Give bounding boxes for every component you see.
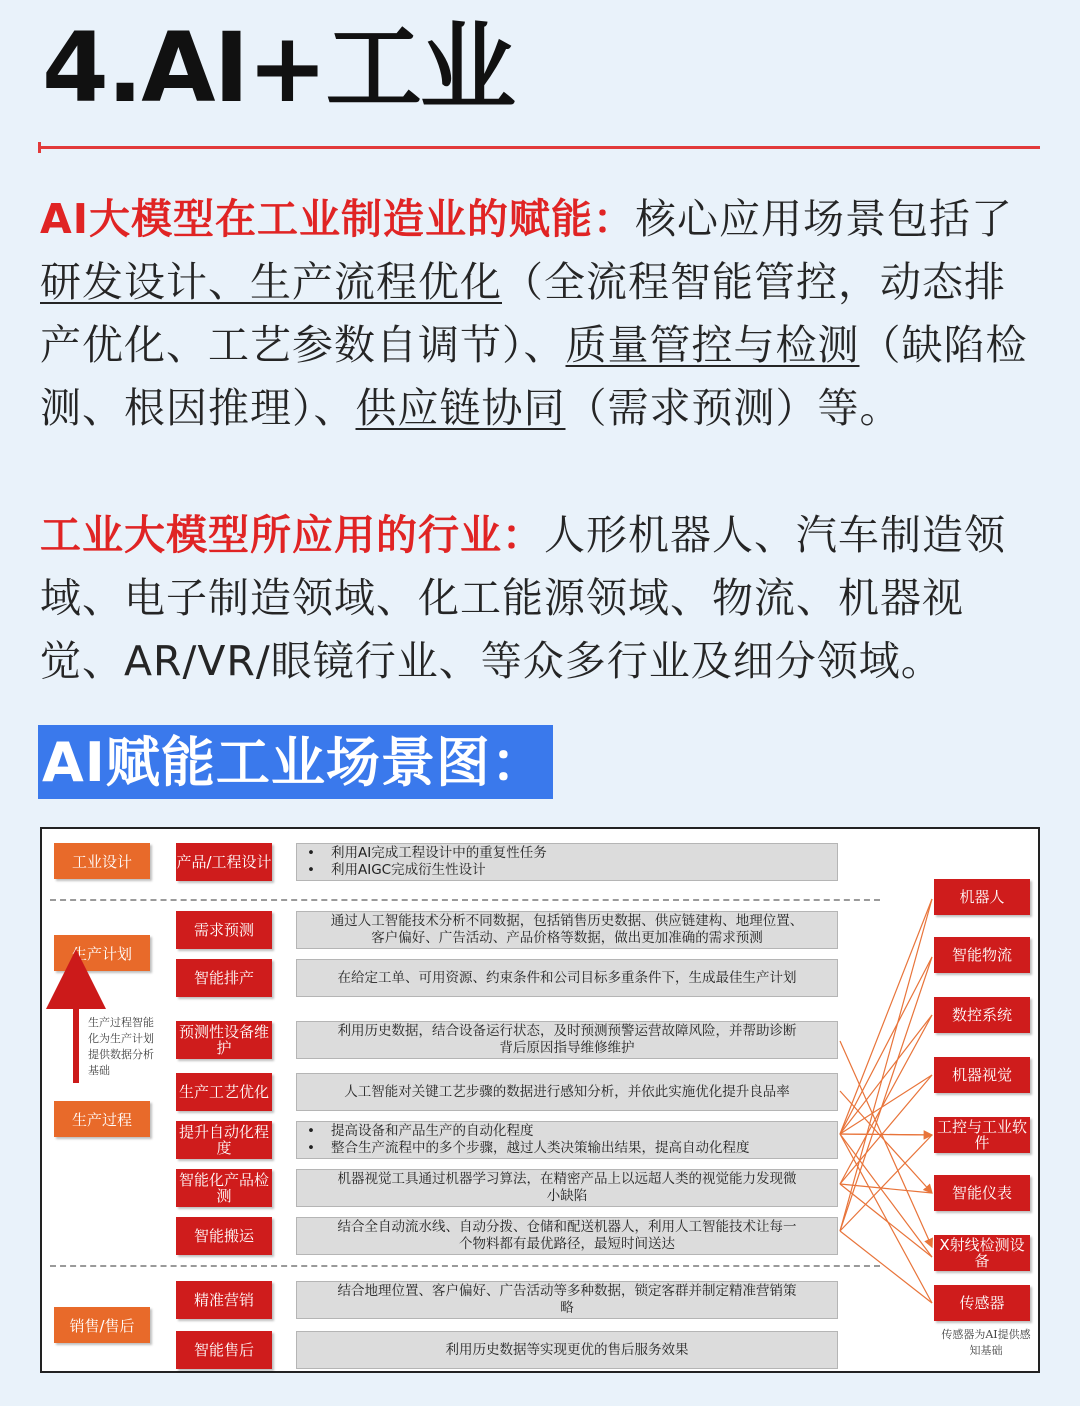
industries-paragraph xyxy=(40,504,1040,693)
link-line xyxy=(840,1015,932,1134)
link-line xyxy=(840,957,932,1134)
description-box xyxy=(296,1169,838,1207)
industries-label: 工业大模型所应用的行业： xyxy=(40,511,544,559)
description-line: 结合全自动流水线、自动分拨、仓储和配送机器人，利用人工智能技术让每一 xyxy=(337,1219,797,1235)
description-line: 机器视觉工具通过机器学习算法，在精密产品上以远超人类的视觉能力发现微 xyxy=(337,1171,797,1187)
link-arrow xyxy=(840,1091,932,1193)
vertical-note: 生产过程智能化为生产计划提供数据分析基础 xyxy=(88,1016,154,1077)
technology-box: 智能仪表 xyxy=(934,1175,1030,1211)
intro-paragraph xyxy=(40,188,1040,440)
technology-box: 智能物流 xyxy=(934,937,1030,973)
description-line: 小缺陷 xyxy=(546,1188,588,1204)
application-box: 产品/工程设计 xyxy=(176,843,272,881)
link-line xyxy=(840,1075,932,1134)
application-box: 智能排产 xyxy=(176,959,272,997)
technology-box: 数控系统 xyxy=(934,997,1030,1033)
description-box xyxy=(296,1217,838,1255)
technology-box: X射线检测设备 xyxy=(934,1235,1030,1271)
supply-chain-phrase: 供应链协同 xyxy=(355,384,566,432)
description-box xyxy=(296,1331,838,1369)
description-line: 人工智能对关键工艺步骤的数据进行感知分析，并依此实施优化提升良品率 xyxy=(344,1083,790,1100)
description-line: • 整合生产流程中的多个步骤，越过人类决策输出结果，提高自动化程度 xyxy=(307,1140,829,1157)
category-production-planning: 生产计划 xyxy=(54,935,150,971)
description-line: • 提高设备和产品生产的自动化程度 xyxy=(307,1123,829,1140)
application-box: 智能售后 xyxy=(176,1331,272,1369)
application-box: 提升自动化程度 xyxy=(176,1121,272,1159)
category-industrial-design: 工业设计 xyxy=(54,843,150,879)
description-line: 个物料都有最优路径，最短时间送达 xyxy=(459,1236,675,1252)
application-box: 预测性设备维护 xyxy=(176,1021,272,1059)
description-line: 利用历史数据，结合设备运行状态，及时预测预警运营故障风险，并帮助诊断 xyxy=(337,1023,797,1039)
technology-box: 传感器 xyxy=(934,1285,1030,1321)
supply-detail-text: （需求预测）等。 xyxy=(565,384,902,432)
description-box xyxy=(296,1073,838,1111)
application-box: 需求预测 xyxy=(176,911,272,949)
technology-box: 机器视觉 xyxy=(934,1057,1030,1093)
link-line xyxy=(840,1231,932,1303)
description-box xyxy=(296,959,838,997)
description-line: 结合地理位置、客户偏好、广告活动等多种数据，锁定客群并制定精准营销策 xyxy=(337,1283,797,1299)
process-detail-text: （全流程智能管控，动态排产优化、工艺参数自调节）、 xyxy=(40,258,1006,369)
link-line xyxy=(840,899,932,1231)
description-box xyxy=(296,1281,838,1319)
quality-detail-text: （缺陷检测、根因推理）、 xyxy=(40,321,1028,432)
application-box: 精准营销 xyxy=(176,1281,272,1319)
description-box xyxy=(296,1021,838,1059)
link-line xyxy=(840,1075,932,1184)
description-line: 略 xyxy=(560,1300,574,1316)
category-sales-aftersales: 销售/售后 xyxy=(54,1307,150,1343)
technology-box: 工控与工业软件 xyxy=(934,1117,1030,1153)
quality-control-phrase: 质量管控与检测 xyxy=(565,321,860,369)
title-divider xyxy=(40,146,1040,149)
description-box xyxy=(296,911,838,949)
intro-text: 核心应用场景包括了 xyxy=(635,195,1013,243)
ai-industry-scene-diagram xyxy=(40,827,1040,1373)
link-line xyxy=(840,1134,932,1303)
application-box: 生产工艺优化 xyxy=(176,1073,272,1111)
category-production-process: 生产过程 xyxy=(54,1101,150,1137)
description-line: 客户偏好、广告活动、产品价格等数据，做出更加准确的需求预测 xyxy=(371,930,763,946)
description-line: • 利用AI完成工程设计中的重复性任务 xyxy=(307,845,829,862)
description-box xyxy=(296,1121,838,1159)
link-arrow xyxy=(840,1134,932,1135)
description-line: • 利用AIGC完成衍生性设计 xyxy=(307,862,829,879)
application-box: 智能搬运 xyxy=(176,1217,272,1255)
application-box: 智能化产品检测 xyxy=(176,1169,272,1207)
description-line: 通过人工智能技术分析不同数据，包括销售历史数据、供应链建构、地理位置、 xyxy=(330,913,804,929)
empowerment-label: AI大模型在工业制造业的赋能： xyxy=(40,195,635,243)
rd-design-phrase: 研发设计、生产流程优化 xyxy=(40,258,502,306)
page-title: 4.AI+工业 xyxy=(42,12,514,124)
industries-text: 人形机器人、汽车制造领域、电子制造领域、化工能源领域、物流、机器视觉、AR/VR/眼镜行业、等众多行业及细分领域。 xyxy=(40,511,1006,685)
description-box xyxy=(296,843,838,881)
sensor-note: 传感器为AI提供感知基础 xyxy=(941,1328,1031,1357)
description-line: 利用历史数据等实现更优的售后服务效果 xyxy=(445,1341,689,1358)
link-line xyxy=(840,957,932,1231)
scene-diagram-banner: AI赋能工业场景图： xyxy=(38,725,553,799)
description-line: 在给定工单、可用资源、约束条件和公司目标多重条件下，生成最佳生产计划 xyxy=(337,969,797,986)
description-line: 背后原因指导维修维护 xyxy=(499,1040,635,1056)
technology-box: 机器人 xyxy=(934,879,1030,915)
